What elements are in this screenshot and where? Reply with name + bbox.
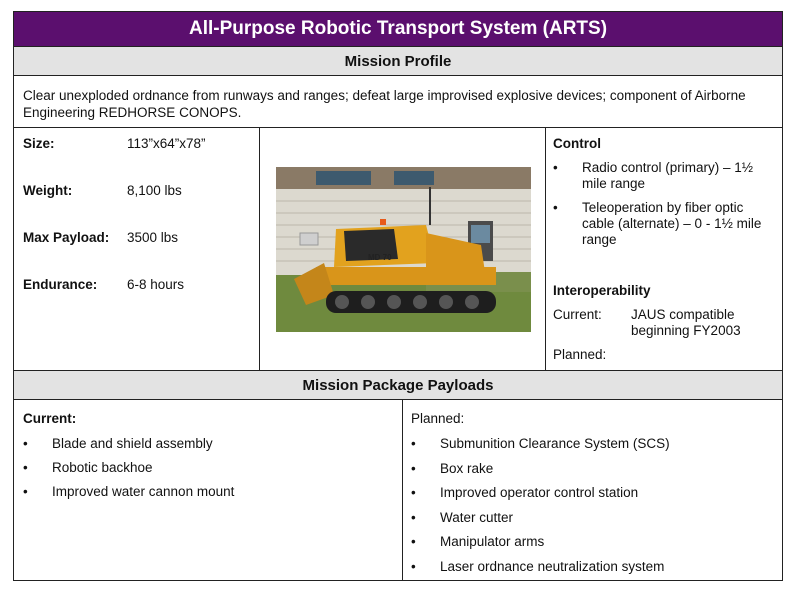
mission-profile-text: Clear unexploded ordnance from runways and ranges; defeat large improvised explosive devices; component of Airborne Engineering REDHORSE CONOPS.	[23, 88, 746, 120]
interoperability-heading: Interoperability	[553, 283, 651, 298]
list-item: • Robotic backhoe	[23, 460, 153, 475]
spec-value: 8,100 lbs	[127, 183, 182, 198]
divider	[402, 400, 403, 580]
divider	[545, 127, 546, 370]
interop-planned-label: Planned:	[553, 347, 607, 362]
spec-value: 113”x64”x78”	[127, 136, 206, 151]
spec-weight	[23, 183, 182, 198]
spec-value: 6-8 hours	[127, 277, 185, 292]
list-item: • Improved water cannon mount	[23, 484, 235, 499]
list-item: • Box rake	[411, 460, 494, 476]
interop-current-label: Current:	[553, 307, 602, 322]
payloads-planned-list	[411, 436, 776, 575]
payloads-current-heading: Current:	[23, 411, 77, 426]
bullet-icon: •	[553, 200, 558, 215]
payloads-current-list	[23, 436, 393, 500]
spec-endurance	[23, 277, 184, 292]
list-item: • Submunition Clearance System (SCS)	[411, 436, 670, 451]
list-item: • Blade and shield assembly	[23, 436, 213, 451]
divider	[14, 127, 782, 128]
bullet-icon: •	[411, 509, 416, 525]
page-title: All-Purpose Robotic Transport System (ARTS)	[14, 12, 782, 46]
list-item: • Teleoperation by fiber optic cable (alternate) – 0 - 1½ mile range	[553, 200, 762, 247]
bullet-icon: •	[411, 558, 416, 574]
bullet-icon: •	[553, 160, 558, 175]
robotic-tracked-loader-photo	[276, 167, 531, 332]
bullet-icon: •	[411, 485, 416, 501]
mission-profile-heading: Mission Profile	[14, 46, 782, 76]
interop-current	[553, 307, 781, 339]
bullet-icon: •	[411, 460, 416, 476]
spec-label: Weight:	[23, 183, 73, 198]
control-heading: Control	[553, 136, 601, 151]
bullet-icon: •	[411, 534, 416, 550]
bullet-icon: •	[411, 436, 416, 451]
control-list	[553, 160, 778, 248]
list-item: • Improved operator control station	[411, 485, 639, 501]
payloads-planned-heading: Planned:	[411, 411, 465, 426]
list-item: • Laser ordnance neutralization system	[411, 558, 665, 574]
list-item: • Radio control (primary) – 1½ mile range	[553, 160, 754, 191]
spec-label: Max Payload:	[23, 230, 110, 245]
interop-planned	[553, 347, 781, 362]
arts-fact-sheet	[13, 11, 783, 581]
bullet-icon: •	[23, 484, 28, 499]
spec-value: 3500 lbs	[127, 230, 179, 245]
spec-label: Endurance:	[23, 277, 98, 292]
list-item: • Water cutter	[411, 509, 514, 525]
spec-max-payload	[23, 230, 178, 245]
interop-current-value: JAUS compatible beginning FY2003	[631, 307, 741, 338]
bullet-icon: •	[23, 460, 28, 475]
payloads-heading: Mission Package Payloads	[14, 370, 782, 400]
divider	[259, 127, 260, 370]
spec-label: Size:	[23, 136, 55, 151]
vehicle-marking: MD 70	[368, 253, 392, 262]
spec-size	[23, 136, 206, 151]
bullet-icon: •	[23, 436, 28, 451]
list-item: • Manipulator arms	[411, 534, 545, 550]
